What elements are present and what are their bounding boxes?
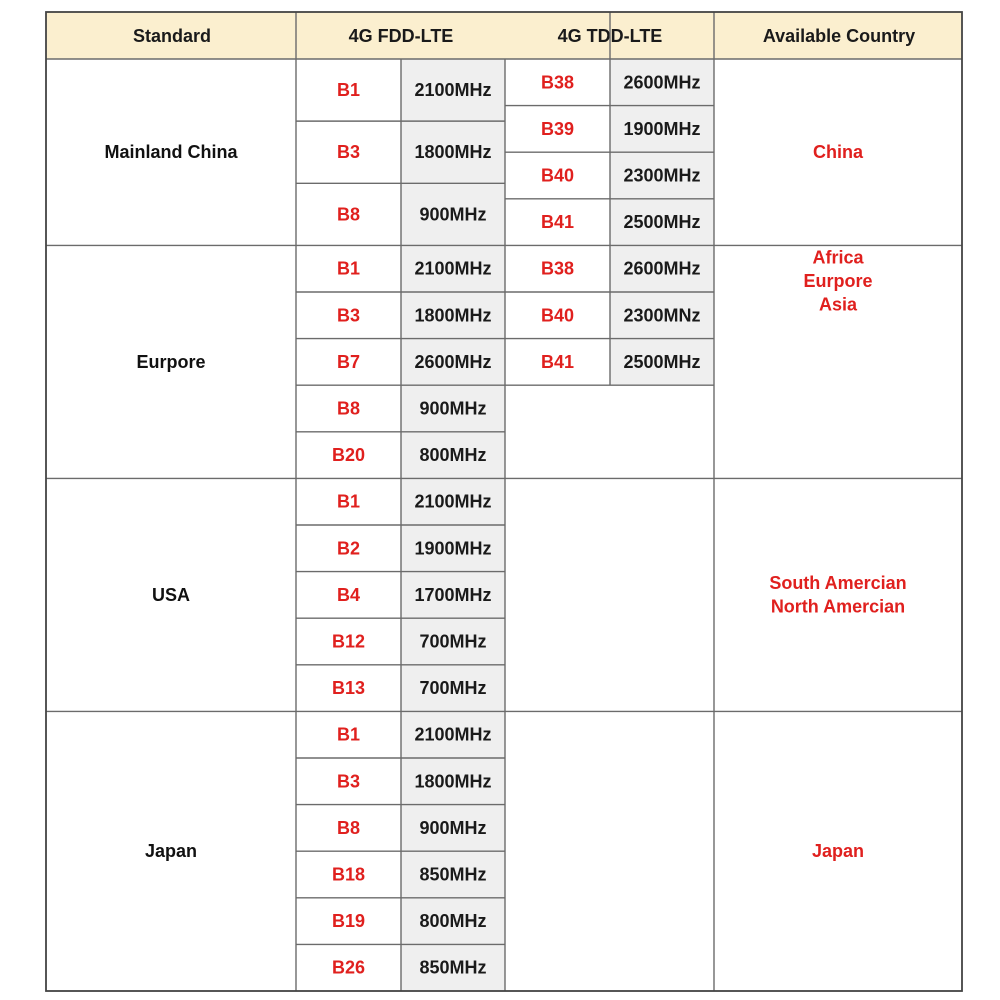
tdd-band: B41 — [540, 351, 575, 372]
fdd-frequency: 1800MHz — [414, 305, 492, 326]
fdd-frequency: 800MHz — [419, 445, 487, 466]
fdd-frequency: 900MHz — [419, 398, 487, 419]
tdd-band: B41 — [540, 212, 575, 233]
fdd-band: B12 — [331, 631, 366, 652]
tdd-frequency: 2300MNz — [623, 305, 701, 326]
header-country: Available Country — [762, 26, 916, 46]
fdd-band: B3 — [336, 771, 361, 792]
fdd-frequency: 850MHz — [419, 864, 487, 885]
tdd-frequency: 1900MHz — [623, 118, 701, 139]
standard-label: Eurpore — [136, 351, 206, 372]
fdd-band: B19 — [331, 911, 366, 932]
fdd-band: B26 — [331, 957, 366, 978]
tdd-frequency: 2500MHz — [623, 212, 701, 233]
fdd-band: B13 — [331, 678, 366, 699]
fdd-frequency: 2100MHz — [414, 258, 492, 279]
tdd-frequency: 2600MHz — [623, 72, 701, 93]
fdd-frequency: 2600MHz — [414, 351, 492, 372]
country-name: Japan — [811, 841, 865, 862]
fdd-band: B20 — [331, 445, 366, 466]
standard-label: USA — [151, 584, 191, 605]
fdd-frequency: 850MHz — [419, 957, 487, 978]
fdd-band: B8 — [336, 204, 361, 225]
fdd-frequency: 700MHz — [419, 631, 487, 652]
tdd-band: B40 — [540, 165, 575, 186]
fdd-band: B2 — [336, 538, 361, 559]
fdd-frequency: 900MHz — [419, 204, 487, 225]
country-name: China — [812, 142, 864, 163]
fdd-band: B1 — [336, 258, 361, 279]
tdd-band: B39 — [540, 118, 575, 139]
tdd-frequency: 2600MHz — [623, 258, 701, 279]
fdd-band: B8 — [336, 817, 361, 838]
fdd-frequency: 1800MHz — [414, 771, 492, 792]
fdd-band: B8 — [336, 398, 361, 419]
fdd-frequency: 2100MHz — [414, 80, 492, 101]
tdd-band: B40 — [540, 305, 575, 326]
fdd-frequency: 1700MHz — [414, 584, 492, 605]
header-fdd: 4G FDD-LTE — [348, 26, 454, 46]
fdd-frequency: 2100MHz — [414, 724, 492, 745]
fdd-band: B1 — [336, 724, 361, 745]
tdd-frequency: 2300MHz — [623, 165, 701, 186]
header-tdd: 4G TDD-LTE — [557, 26, 663, 46]
tdd-band: B38 — [540, 72, 575, 93]
fdd-band: B18 — [331, 864, 366, 885]
fdd-frequency: 700MHz — [419, 678, 487, 699]
country-name: North Amercian — [770, 596, 906, 617]
tdd-frequency: 2500MHz — [623, 351, 701, 372]
fdd-frequency: 1800MHz — [414, 142, 492, 163]
fdd-band: B1 — [336, 80, 361, 101]
fdd-band: B1 — [336, 491, 361, 512]
country-name: Eurpore — [803, 270, 873, 291]
standard-label: Mainland China — [104, 142, 238, 163]
tdd-band: B38 — [540, 258, 575, 279]
country-name: Africa — [812, 247, 864, 268]
country-name: South Amercian — [769, 573, 907, 594]
fdd-band: B7 — [336, 351, 361, 372]
fdd-band: B3 — [336, 305, 361, 326]
fdd-band: B3 — [336, 142, 361, 163]
fdd-frequency: 1900MHz — [414, 538, 492, 559]
fdd-frequency: 2100MHz — [414, 491, 492, 512]
standard-label: Japan — [144, 841, 198, 862]
fdd-frequency: 900MHz — [419, 817, 487, 838]
country-name: Asia — [818, 294, 858, 315]
fdd-band: B4 — [336, 584, 361, 605]
header-standard: Standard — [132, 26, 212, 46]
fdd-frequency: 800MHz — [419, 911, 487, 932]
